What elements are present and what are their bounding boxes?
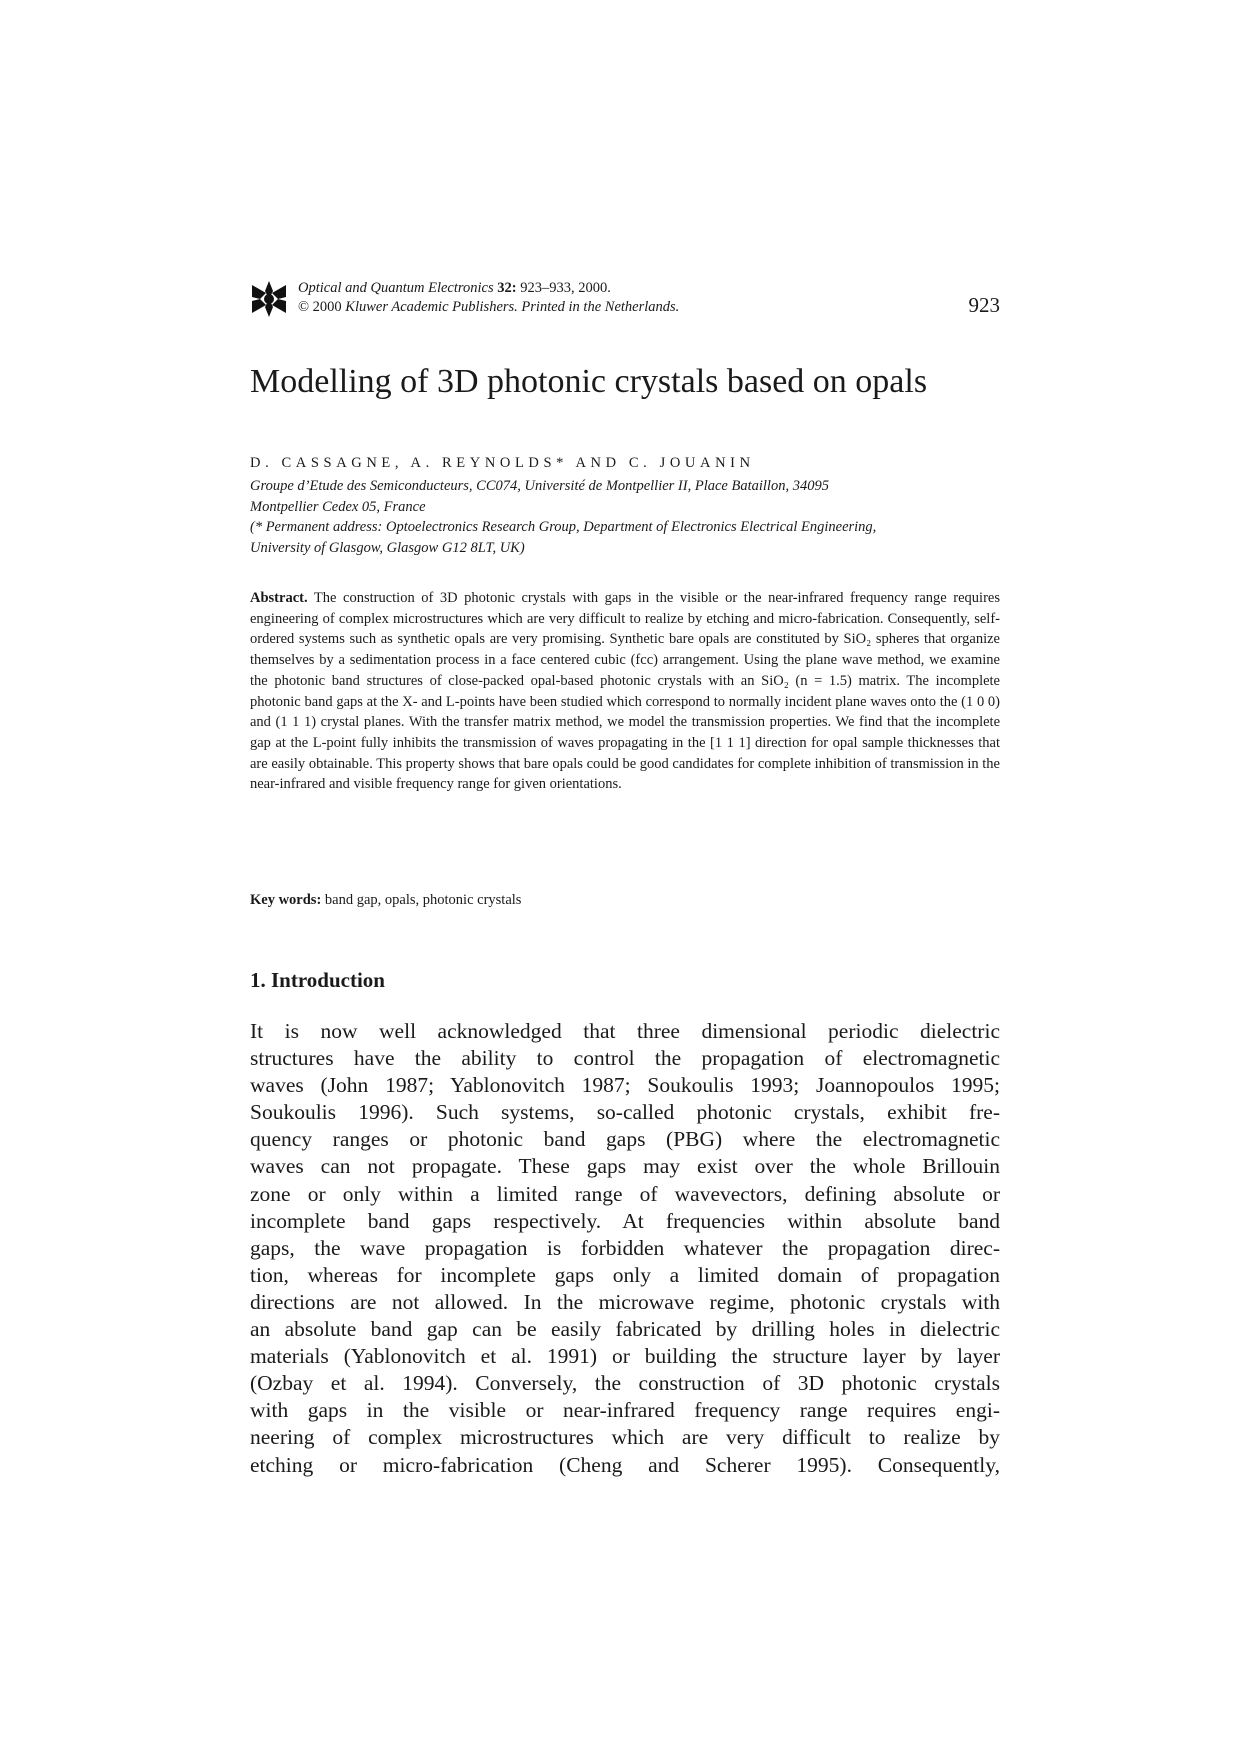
body-line: (Ozbay et al. 1994). Conversely, the construction of 3D photonic crystals [250,1371,1000,1396]
journal-name: Optical and Quantum Electronics [298,280,494,296]
body-line: tion, whereas for incomplete gaps only a limited domain of propagation [250,1262,1000,1287]
body-line: waves (John 1987; Yablonovitch 1987; Soukoulis 1993; Joannopoulos 1995; [250,1073,1000,1098]
permanent-address [250,517,1010,558]
affiliation-line: (* Permanent address: Optoelectronics Research Group, Department of Electronics Electrical Engineering, [250,519,877,535]
publisher-text: Kluwer Academic Publishers. Printed in the Netherlands. [345,299,680,315]
paper-title: Modelling of 3D photonic crystals based on opals [250,363,928,400]
journal-pages: 923–933, 2000. [520,280,611,296]
copyright-line [298,298,679,317]
abstract-text: The construction of 3D photonic crystals with gaps in the visible or the near-infrared frequency range requires engineering of complex microstructures which are very difficult to realize by etching and micro-fabrication. Consequently, self-ordered systems such as synthetic opals are very promising. Synthetic bare opals are constituted by SiO₂ spheres that organize themselves by a sedimentation process in a face centered cubic (fcc) arrangement. Using the plane wave method, we examine the photonic band structures of close-packed opal-based photonic crystals with an SiO₂ (n = 1.5) matrix. The incomplete photonic band gaps at the X- and L-points have been studied which correspond to normally incident plane waves onto the (1 0 0) and (1 1 1) crystal planes. With the transfer matrix method, we model the transmission properties. We find that the incomplete gap at the L-point fully inhibits the transmission of waves propagating in the [1 1 1] direction for opal sample thicknesses that are easily obtainable. This property shows that bare opals could be good candidates for complete inhibition of transmission in the near-infrared and visible frequency range for given orientations. [250,590,1000,793]
introduction-body [250,1018,1000,1479]
abstract [250,588,1000,795]
body-line: materials (Yablonovitch et al. 1991) or building the structure layer by layer [250,1344,1000,1369]
copyright-year: 2000 [312,299,342,315]
affiliation [250,476,1010,517]
journal-citation [298,279,679,317]
abstract-label: Abstract. [250,590,308,606]
affiliation-line: Groupe d’Etude des Semiconducteurs, CC074, Université de Montpellier II, Place Bataillon, 34095 [250,478,829,494]
body-line: structures have the ability to control the propagation of electromagnetic [250,1046,1000,1071]
keywords [250,892,521,909]
keywords-label: Key words: [250,892,322,908]
copyright-symbol: © [298,299,310,315]
body-line: Soukoulis 1996). Such systems, so-called photonic crystals, exhibit fre- [250,1100,1000,1125]
body-line: incomplete band gaps respectively. At frequencies within absolute band [250,1208,1000,1233]
affiliation-line: University of Glasgow, Glasgow G12 8LT, UK) [250,539,525,556]
body-line: etching or micro-fabrication (Cheng and Scherer 1995). Consequently, [250,1452,1000,1477]
body-line: quency ranges or photonic band gaps (PBG) where the electromagnetic [250,1127,1000,1152]
author-list: D. CASSAGNE, A. REYNOLDS* AND C. JOUANIN [250,455,755,471]
body-line: with gaps in the visible or near-infrared frequency range requires engi- [250,1398,1000,1423]
page-number: 923 [968,293,1000,317]
section-heading: 1. Introduction [250,968,385,992]
keywords-text: band gap, opals, photonic crystals [324,892,522,908]
body-line: directions are not allowed. In the microwave regime, photonic crystals with [250,1289,1000,1314]
body-line: zone or only within a limited range of wavevectors, defining absolute or [250,1181,1000,1206]
affiliation-line: Montpellier Cedex 05, France [250,498,426,515]
body-line: an absolute band gap can be easily fabricated by drilling holes in dielectric [250,1317,1000,1342]
journal-citation-line [298,279,679,298]
body-line: gaps, the wave propagation is forbidden whatever the propagation direc- [250,1235,1000,1260]
body-line: waves can not propagate. These gaps may exist over the whole Brillouin [250,1154,1000,1179]
body-line: neering of complex microstructures which are very difficult to realize by [250,1425,1000,1450]
publisher-logo-icon [250,279,288,319]
body-line: It is now well acknowledged that three dimensional periodic dielectric [250,1019,1000,1043]
journal-volume: 32: [497,280,517,296]
